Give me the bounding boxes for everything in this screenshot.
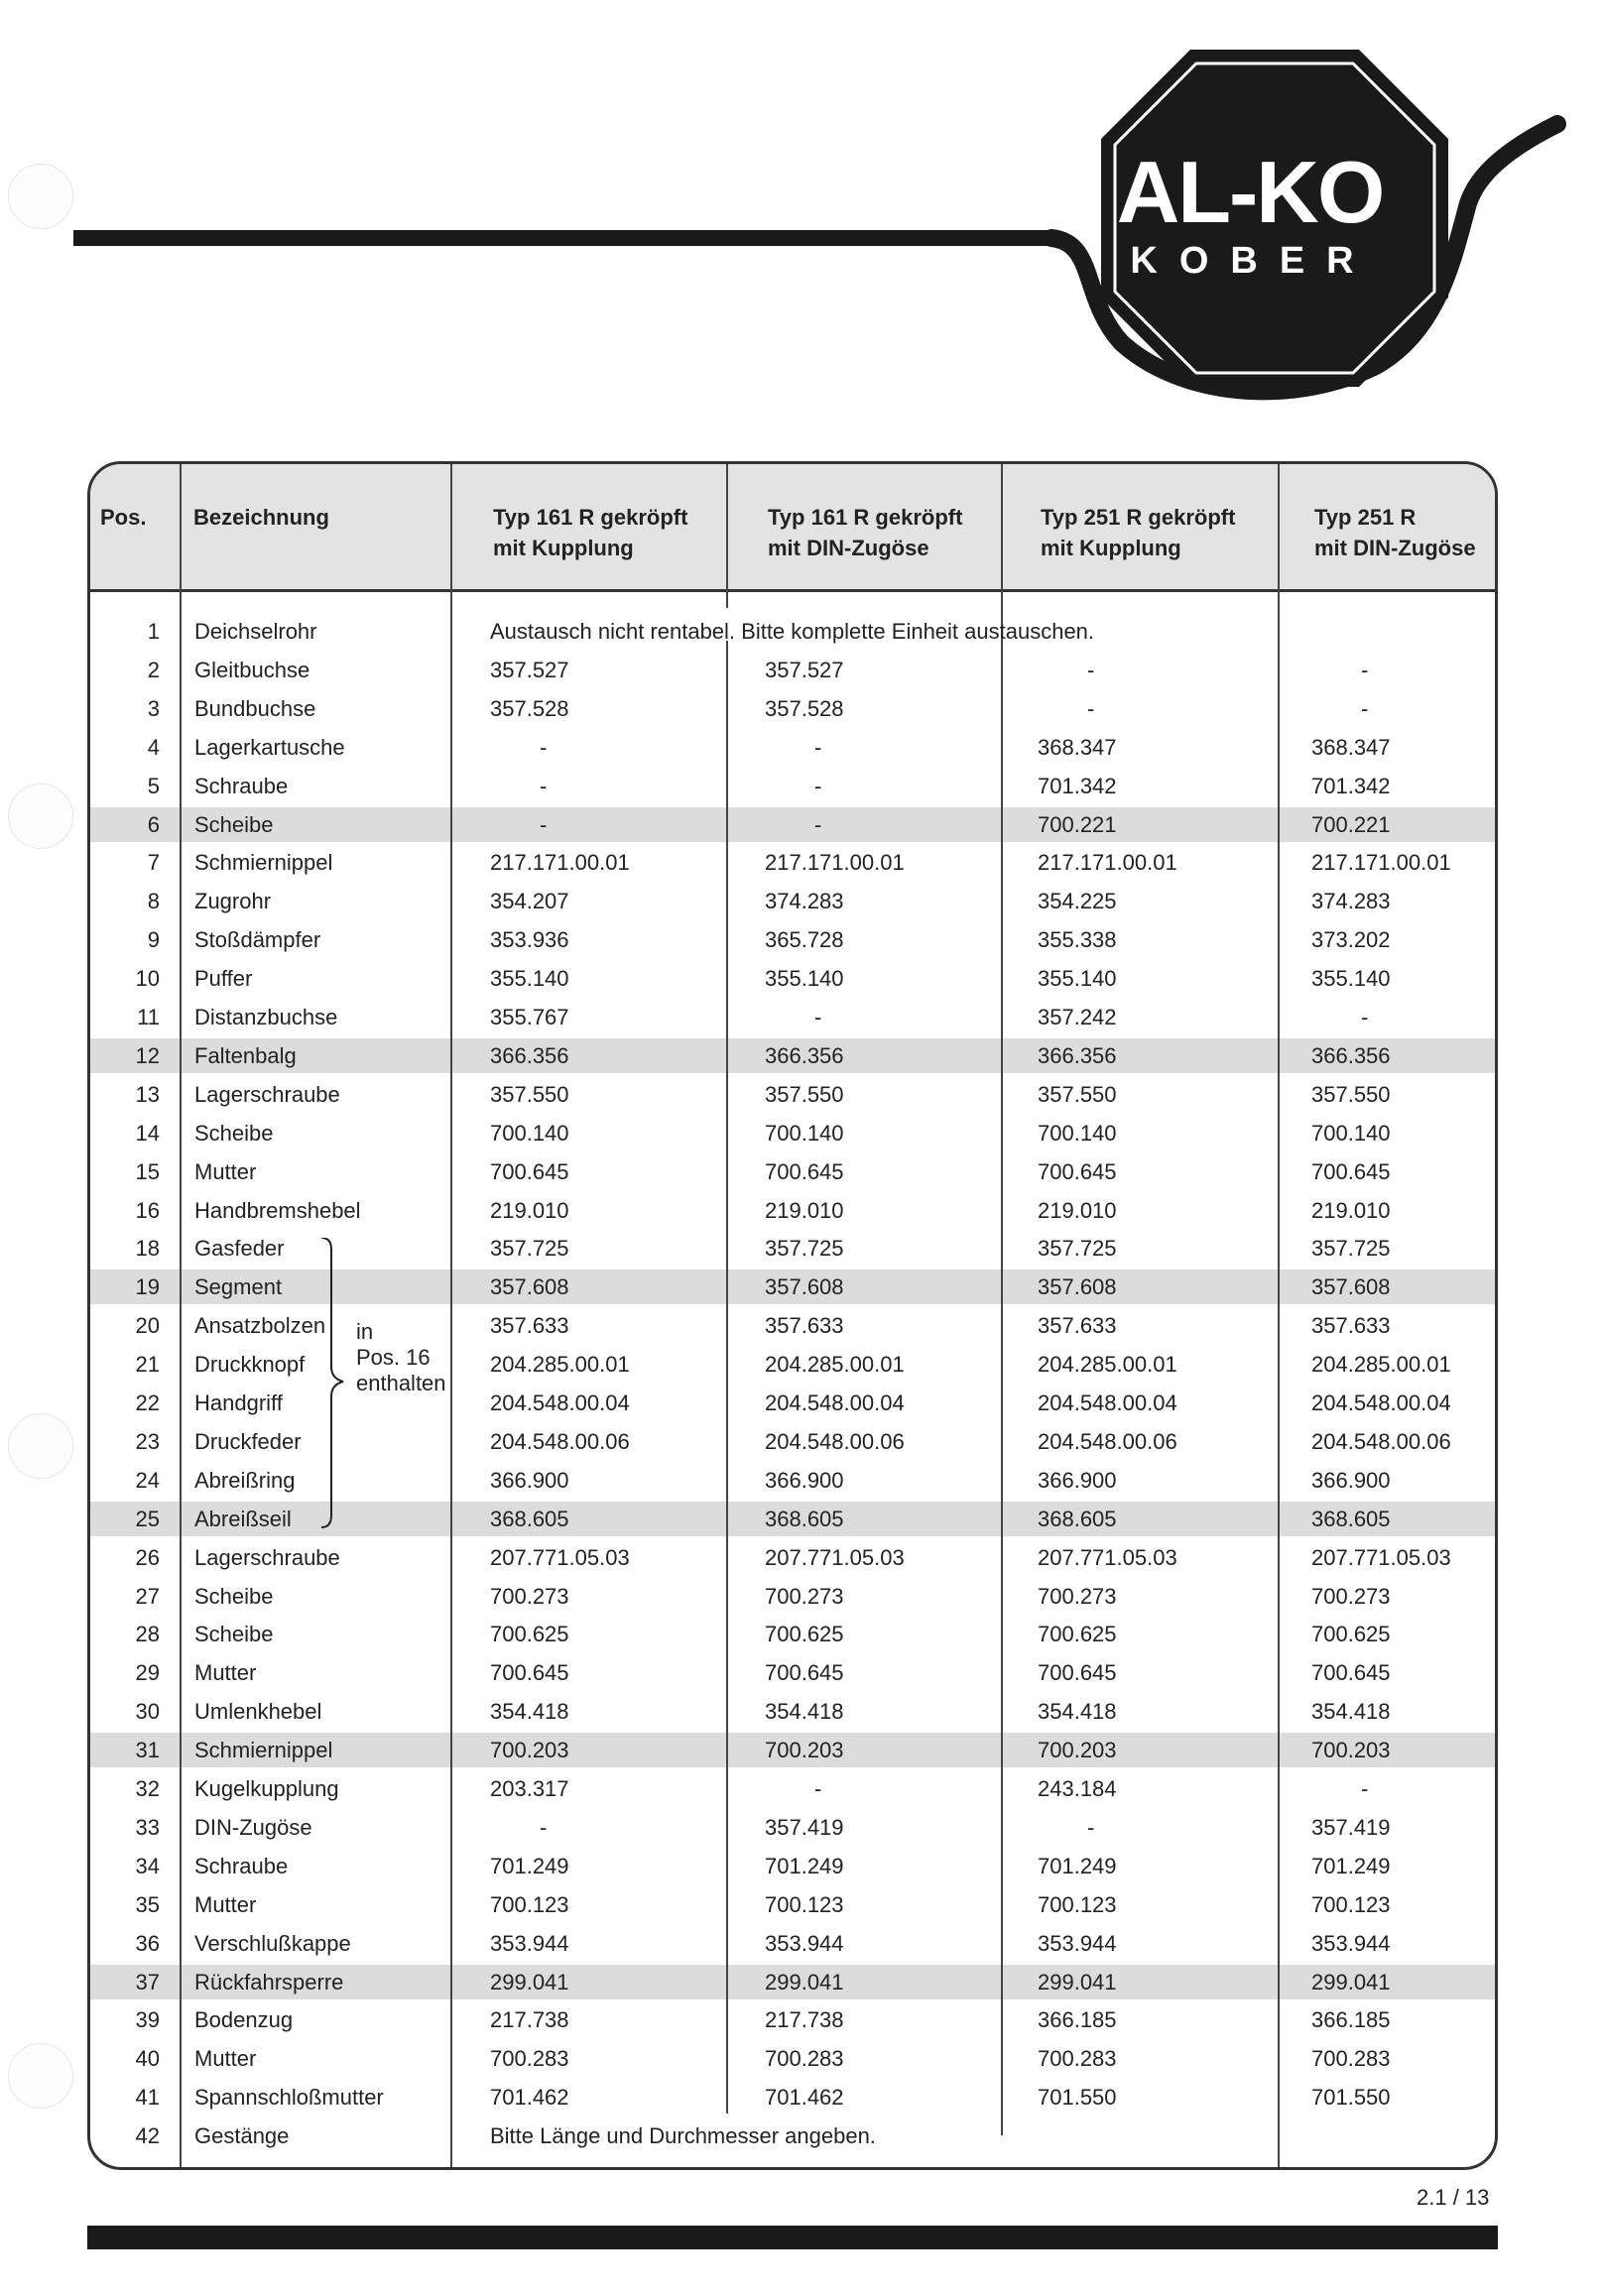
cell-part-number: 357.528	[765, 695, 844, 721]
cell-pos: 35	[135, 1891, 160, 1917]
cell-part-number: 355.140	[765, 966, 844, 992]
cell-part-number: 700.645	[1038, 1660, 1117, 1686]
cell-name: Scheibe	[194, 811, 274, 837]
cell-part-number: 700.140	[765, 1120, 844, 1146]
cell-part-number: 243.184	[1038, 1776, 1117, 1801]
cell-pos: 25	[135, 1506, 160, 1531]
cell-pos: 39	[135, 2007, 160, 2033]
cell-pos: 41	[135, 2085, 160, 2111]
cell-pos: 12	[135, 1042, 160, 1068]
cell-part-number: 354.225	[1038, 889, 1117, 914]
cell-part-number: -	[1361, 1776, 1369, 1801]
cell-name: Gasfeder	[194, 1236, 285, 1262]
cell-name: Puffer	[194, 966, 253, 992]
cell-pos: 9	[147, 927, 160, 953]
cell-name: Bundbuchse	[194, 695, 316, 721]
cell-pos: 5	[147, 773, 160, 798]
cell-pos: 4	[147, 734, 160, 760]
cell-part-number: 701.249	[765, 1853, 844, 1878]
cell-name: Abreißseil	[194, 1506, 292, 1531]
cell-part-number: 374.283	[1311, 889, 1391, 914]
cell-part-number: 357.633	[1311, 1313, 1391, 1339]
cell-part-number: -	[1087, 1814, 1095, 1840]
cell-part-number: 366.356	[1311, 1042, 1391, 1068]
cell-part-number: 219.010	[765, 1197, 844, 1223]
cell-part-number: 353.944	[1038, 1930, 1117, 1956]
cell-part-number: 355.140	[1038, 966, 1117, 992]
cell-part-number: 700.645	[490, 1660, 569, 1686]
cell-part-number: 368.605	[1038, 1506, 1117, 1531]
page-number: 2.1 / 13	[1417, 2185, 1490, 2210]
cell-part-number: 357.725	[490, 1236, 569, 1262]
cell-part-number: -	[814, 811, 822, 837]
cell-part-number: 700.645	[765, 1158, 844, 1184]
cell-name: Umlenkhebel	[194, 1699, 322, 1725]
cell-part-number: 217.171.00.01	[765, 850, 905, 876]
cell-name: Verschlußkappe	[194, 1930, 351, 1956]
cell-part-number: 357.528	[490, 695, 569, 721]
cell-part-number: 701.462	[765, 2085, 844, 2111]
cell-part-number: -	[1361, 695, 1369, 721]
footer-bar	[87, 2226, 1498, 2249]
cell-part-number: 355.338	[1038, 927, 1117, 953]
cell-pos: 7	[147, 850, 160, 876]
cell-name: Mutter	[194, 1891, 257, 1917]
cell-name: Distanzbuchse	[194, 1005, 338, 1029]
cell-part-number: 700.625	[765, 1622, 844, 1647]
table-header	[90, 464, 1495, 592]
cell-part-number: 204.548.00.04	[765, 1390, 905, 1415]
header-col4: Typ 251 R mit DIN-Zugöse	[1314, 505, 1476, 560]
cell-part-number: 700.645	[1311, 1158, 1391, 1184]
cell-part-number: 700.625	[1038, 1622, 1117, 1647]
cell-part-number: 354.418	[1038, 1699, 1117, 1725]
cell-part-number: 219.010	[1311, 1197, 1391, 1223]
cell-part-number: 217.738	[765, 2007, 844, 2033]
cell-pos: 8	[147, 889, 160, 914]
cell-part-number: 700.645	[1311, 1660, 1391, 1686]
cell-part-number: 357.550	[490, 1081, 569, 1107]
cell-name: Schraube	[194, 1853, 289, 1878]
cell-part-number: 700.140	[1038, 1120, 1117, 1146]
cell-name: Spannschloßmutter	[194, 2085, 384, 2111]
cell-part-number: 701.342	[1038, 773, 1117, 798]
cell-part-number: 357.550	[1038, 1081, 1117, 1107]
parts-table	[87, 461, 1498, 2170]
cell-part-number: 366.900	[1038, 1467, 1117, 1493]
cell-part-number: 700.283	[490, 2046, 569, 2072]
cell-part-number: 204.285.00.01	[1038, 1352, 1177, 1378]
cell-part-number: 357.527	[765, 657, 844, 682]
cell-part-number: 204.548.00.04	[490, 1390, 630, 1415]
cell-part-number: 353.944	[490, 1930, 569, 1956]
cell-pos: 22	[135, 1390, 160, 1415]
cell-part-number: -	[814, 1776, 822, 1801]
cell-pos: 10	[135, 966, 160, 992]
cell-pos: 20	[135, 1313, 160, 1339]
cell-pos: 14	[135, 1120, 160, 1146]
cell-part-number: 353.944	[1311, 1930, 1391, 1956]
cell-part-number: -	[814, 773, 822, 798]
cell-pos: 18	[135, 1236, 160, 1262]
cell-part-number: 204.548.00.04	[1311, 1390, 1451, 1415]
cell-part-number: 700.123	[1038, 1891, 1117, 1917]
cell-part-number: 357.633	[765, 1313, 844, 1339]
cell-part-number: 217.171.00.01	[1038, 850, 1177, 876]
cell-name: Handgriff	[194, 1390, 283, 1415]
cell-name: Mutter	[194, 1158, 257, 1184]
cell-part-number: 700.645	[490, 1158, 569, 1184]
cell-part-number: 366.185	[1038, 2007, 1117, 2033]
cell-part-number: 374.283	[765, 889, 844, 914]
cell-part-number: 366.356	[490, 1042, 569, 1068]
cell-part-number: 700.123	[1311, 1891, 1391, 1917]
cell-name: Handbremshebel	[194, 1197, 361, 1223]
cell-part-number: 204.285.00.01	[765, 1352, 905, 1378]
cell-part-number: 357.527	[490, 657, 569, 682]
cell-name: Schmiernippel	[194, 1738, 333, 1763]
cell-part-number: 700.140	[490, 1120, 569, 1146]
cell-pos: 23	[135, 1428, 160, 1454]
cell-part-number: 366.900	[490, 1467, 569, 1493]
cell-part-number: 366.185	[1311, 2007, 1391, 2033]
cell-part-number: 700.273	[1311, 1583, 1391, 1609]
cell-part-number: 700.203	[1311, 1738, 1391, 1763]
cell-name: Ansatzbolzen	[194, 1313, 326, 1339]
group-brace	[319, 1238, 349, 1535]
cell-pos: 15	[135, 1158, 160, 1184]
cell-part-number: 204.548.00.06	[1311, 1428, 1451, 1454]
cell-pos: 28	[135, 1622, 160, 1647]
cell-part-number: 368.347	[1038, 734, 1117, 760]
cell-part-number: 357.633	[490, 1313, 569, 1339]
logo-wordmark: AL-KO	[1116, 143, 1384, 241]
cell-part-number: 207.771.05.03	[490, 1544, 630, 1570]
cell-merged: Bitte Länge und Durchmesser angeben.	[490, 2123, 876, 2149]
cell-part-number: 700.283	[1038, 2046, 1117, 2072]
cell-part-number: 700.273	[765, 1583, 844, 1609]
cell-part-number: 204.548.00.06	[490, 1428, 630, 1454]
cell-pos: 42	[135, 2123, 160, 2149]
column-divider	[726, 641, 728, 2114]
cell-pos: 19	[135, 1274, 160, 1300]
cell-name: Faltenbalg	[194, 1042, 297, 1068]
cell-name: Stoßdämpfer	[194, 927, 321, 953]
cell-part-number: 354.418	[490, 1699, 569, 1725]
cell-part-number: 207.771.05.03	[765, 1544, 905, 1570]
cell-part-number: 368.347	[1311, 734, 1391, 760]
cell-part-number: 219.010	[490, 1197, 569, 1223]
cell-pos: 2	[147, 657, 160, 682]
cell-part-number: 700.645	[765, 1660, 844, 1686]
cell-part-number: 354.207	[490, 889, 569, 914]
cell-part-number: 219.010	[1038, 1197, 1117, 1223]
cell-name: Gestänge	[194, 2123, 290, 2149]
cell-part-number: 299.041	[1311, 1969, 1391, 1994]
cell-name: DIN-Zugöse	[194, 1814, 312, 1840]
cell-part-number: 700.625	[490, 1622, 569, 1647]
cell-part-number: 700.273	[490, 1583, 569, 1609]
cell-part-number: 357.725	[765, 1236, 844, 1262]
cell-pos: 11	[137, 1005, 160, 1029]
cell-merged: Austausch nicht rentabel. Bitte komplette Einheit austauschen.	[490, 619, 1095, 644]
cell-part-number: -	[540, 734, 548, 760]
cell-pos: 29	[135, 1660, 160, 1686]
cell-pos: 1	[147, 619, 160, 644]
cell-part-number: 701.342	[1311, 773, 1391, 798]
cell-part-number: 701.462	[490, 2085, 569, 2111]
cell-part-number: 701.550	[1038, 2085, 1117, 2111]
cell-part-number: 357.550	[1311, 1081, 1391, 1107]
cell-part-number: 355.767	[490, 1005, 569, 1029]
cell-part-number: 700.221	[1038, 811, 1117, 837]
cell-name: Schraube	[194, 773, 289, 798]
cell-part-number: 354.418	[1311, 1699, 1391, 1725]
cell-name: Lagerkartusche	[194, 734, 345, 760]
header-pos: Pos.	[100, 505, 147, 530]
cell-part-number: 355.140	[1311, 966, 1391, 992]
cell-part-number: 700.283	[1311, 2046, 1391, 2072]
column-divider	[1001, 464, 1003, 2135]
cell-name: Scheibe	[194, 1622, 274, 1647]
cell-part-number: 357.242	[1038, 1005, 1117, 1029]
cell-part-number: 204.285.00.01	[1311, 1352, 1451, 1378]
header-col3: Typ 251 R gekröpft mit Kupplung	[1041, 505, 1236, 560]
cell-pos: 13	[135, 1081, 160, 1107]
cell-part-number: 355.140	[490, 966, 569, 992]
cell-part-number: -	[1361, 657, 1369, 682]
cell-part-number: 368.605	[490, 1506, 569, 1531]
cell-part-number: 701.249	[1311, 1853, 1391, 1878]
header-col1: Typ 161 R gekröpft mit Kupplung	[493, 505, 688, 560]
cell-part-number: 299.041	[490, 1969, 569, 1994]
cell-part-number: -	[814, 734, 822, 760]
punch-hole	[8, 2043, 73, 2109]
cell-part-number: 701.249	[1038, 1853, 1117, 1878]
cell-part-number: 217.738	[490, 2007, 569, 2033]
punch-hole	[8, 784, 73, 849]
cell-pos: 3	[147, 695, 160, 721]
cell-pos: 33	[135, 1814, 160, 1840]
cell-name: Lagerschraube	[194, 1081, 340, 1107]
cell-part-number: 700.140	[1311, 1120, 1391, 1146]
cell-pos: 36	[135, 1930, 160, 1956]
cell-part-number: 366.900	[1311, 1467, 1391, 1493]
cell-part-number: -	[540, 811, 548, 837]
cell-pos: 27	[135, 1583, 160, 1609]
cell-part-number: 368.605	[765, 1506, 844, 1531]
cell-part-number: 217.171.00.01	[1311, 850, 1451, 876]
cell-name: Schmiernippel	[194, 850, 333, 876]
cell-name: Mutter	[194, 1660, 257, 1686]
cell-part-number: 357.550	[765, 1081, 844, 1107]
cell-part-number: 700.273	[1038, 1583, 1117, 1609]
cell-part-number: 203.317	[490, 1776, 569, 1801]
cell-part-number: 700.123	[490, 1891, 569, 1917]
cell-part-number: -	[814, 1005, 822, 1029]
cell-name: Mutter	[194, 2046, 257, 2072]
cell-part-number: 207.771.05.03	[1311, 1544, 1451, 1570]
cell-part-number: 701.249	[490, 1853, 569, 1878]
cell-part-number: 299.041	[765, 1969, 844, 1994]
cell-part-number: 700.221	[1311, 811, 1391, 837]
cell-part-number: -	[540, 1814, 548, 1840]
cell-part-number: -	[540, 773, 548, 798]
cell-part-number: 299.041	[1038, 1969, 1117, 1994]
cell-part-number: 204.548.00.04	[1038, 1390, 1177, 1415]
cell-part-number: 366.356	[765, 1042, 844, 1068]
cell-name: Bodenzug	[194, 2007, 294, 2033]
cell-name: Kugelkupplung	[194, 1776, 339, 1801]
column-divider	[450, 464, 452, 2167]
cell-part-number: -	[1087, 657, 1095, 682]
cell-part-number: -	[1087, 695, 1095, 721]
cell-part-number: 207.771.05.03	[1038, 1544, 1177, 1570]
cell-pos: 30	[135, 1699, 160, 1725]
group-note: in Pos. 16 enthalten	[356, 1319, 446, 1395]
cell-name: Abreißring	[194, 1467, 296, 1493]
cell-part-number: 357.725	[1311, 1236, 1391, 1262]
cell-pos: 40	[135, 2046, 160, 2072]
cell-name: Scheibe	[194, 1583, 274, 1609]
cell-pos: 37	[135, 1969, 160, 1994]
cell-part-number: 365.728	[765, 927, 844, 953]
cell-name: Segment	[194, 1274, 283, 1300]
cell-part-number: 357.725	[1038, 1236, 1117, 1262]
header-name: Bezeichnung	[193, 505, 329, 530]
cell-part-number: 353.936	[490, 927, 569, 953]
cell-name: Druckfeder	[194, 1428, 302, 1454]
cell-part-number: 204.548.00.06	[1038, 1428, 1177, 1454]
cell-pos: 32	[135, 1776, 160, 1801]
cell-part-number: 357.633	[1038, 1313, 1117, 1339]
column-divider	[180, 464, 182, 2167]
cell-name: Zugrohr	[194, 889, 272, 914]
column-divider	[1278, 464, 1280, 2167]
cell-part-number: 357.419	[1311, 1814, 1391, 1840]
header-col2: Typ 161 R gekröpft mit DIN-Zugöse	[768, 505, 963, 560]
cell-part-number: 357.608	[1038, 1274, 1117, 1300]
punch-hole	[8, 1413, 73, 1479]
logo-subtext: KOBER	[1130, 240, 1376, 282]
cell-part-number: 357.419	[765, 1814, 844, 1840]
cell-part-number: 217.171.00.01	[490, 850, 630, 876]
cell-part-number: 204.285.00.01	[490, 1352, 630, 1378]
cell-name: Druckknopf	[194, 1352, 306, 1378]
cell-pos: 21	[135, 1352, 160, 1378]
cell-name: Lagerschraube	[194, 1544, 340, 1570]
cell-part-number: 357.608	[1311, 1274, 1391, 1300]
cell-pos: 16	[135, 1197, 160, 1223]
row-shading	[90, 807, 1495, 842]
cell-name: Rückfahrsperre	[194, 1969, 344, 1994]
cell-part-number: 700.203	[490, 1738, 569, 1763]
cell-part-number: 357.608	[765, 1274, 844, 1300]
cell-part-number: 204.548.00.06	[765, 1428, 905, 1454]
cell-part-number: 353.944	[765, 1930, 844, 1956]
cell-part-number: 366.356	[1038, 1042, 1117, 1068]
cell-part-number: 700.203	[765, 1738, 844, 1763]
column-divider	[726, 464, 728, 608]
cell-part-number: 354.418	[765, 1699, 844, 1725]
cell-name: Gleitbuchse	[194, 657, 310, 682]
cell-name: Scheibe	[194, 1120, 274, 1146]
cell-part-number: 373.202	[1311, 927, 1391, 953]
cell-pos: 26	[135, 1544, 160, 1570]
cell-pos: 6	[147, 811, 160, 837]
cell-part-number: 700.283	[765, 2046, 844, 2072]
cell-pos: 31	[135, 1738, 160, 1763]
cell-pos: 24	[135, 1467, 160, 1493]
cell-part-number: 700.645	[1038, 1158, 1117, 1184]
cell-part-number: 357.608	[490, 1274, 569, 1300]
cell-part-number: 700.625	[1311, 1622, 1391, 1647]
cell-part-number: -	[1361, 1005, 1369, 1029]
cell-part-number: 700.123	[765, 1891, 844, 1917]
cell-name: Deichselrohr	[194, 619, 317, 644]
cell-part-number: 701.550	[1311, 2085, 1391, 2111]
cell-part-number: 368.605	[1311, 1506, 1391, 1531]
cell-pos: 34	[135, 1853, 160, 1878]
cell-part-number: 366.900	[765, 1467, 844, 1493]
cell-part-number: 700.203	[1038, 1738, 1117, 1763]
